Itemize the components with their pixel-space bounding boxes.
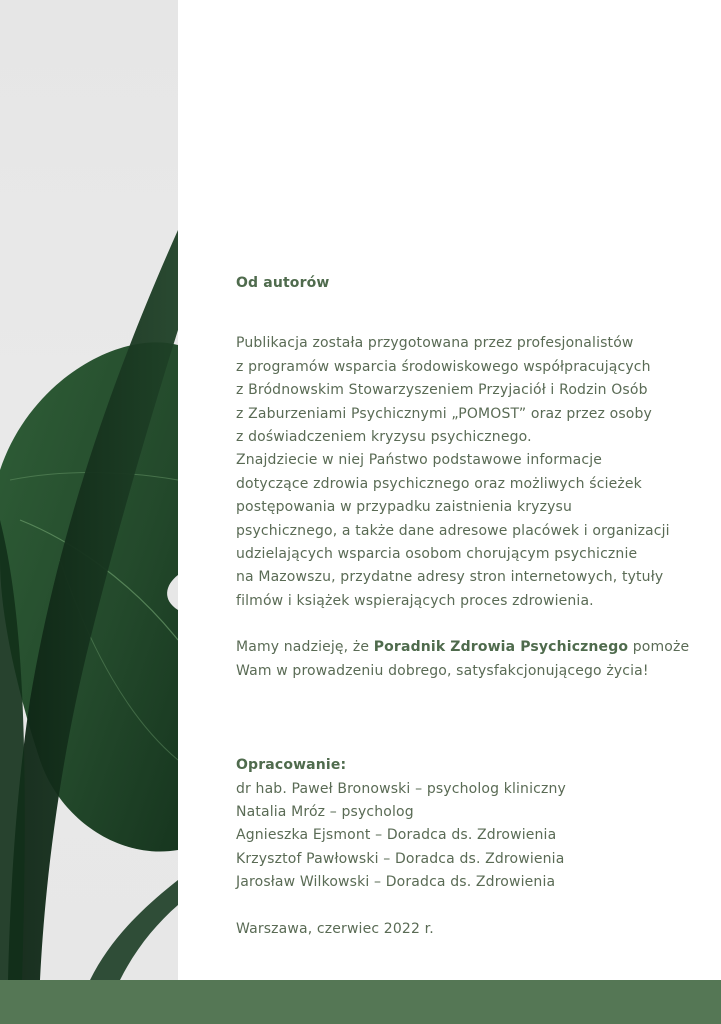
intro-line: z Zaburzeniami Psychicznymi „POMOST” oraz przez osoby xyxy=(236,405,652,422)
credit-person: dr hab. Paweł Bronowski – psycholog kliniczny xyxy=(236,780,566,797)
intro-line: z programów wsparcia środowiskowego współpracujących xyxy=(236,358,651,375)
credit-person: Agnieszka Ejsmont – Doradca ds. Zdrowienia xyxy=(236,827,557,844)
footer-bar xyxy=(0,980,721,1024)
intro-line: dotyczące zdrowia psychicznego oraz możliwych ścieżek xyxy=(236,475,642,492)
hope-line xyxy=(236,636,690,659)
spacer xyxy=(236,683,676,731)
monstera-leaf-photo xyxy=(0,0,178,980)
intro-line: udzielających wsparcia osobom chorującym psychicznie xyxy=(236,546,638,563)
hope-text-after: pomoże xyxy=(628,639,690,656)
intro-line: z Bródnowskim Stowarzyszeniem Przyjaciół i Rodzin Osób xyxy=(236,382,648,399)
hope-line-2: Wam w prowadzeniu dobrego, satysfakcjonującego życia! xyxy=(236,662,649,679)
intro-paragraph xyxy=(236,332,676,613)
intro-line: Znajdziecie w niej Państwo podstawowe informacje xyxy=(236,452,603,469)
section-heading: Od autorów xyxy=(236,275,330,291)
intro-line: z doświadczeniem kryzysu psychicznego. xyxy=(236,429,532,446)
credit-person: Krzysztof Pawłowski – Doradca ds. Zdrowienia xyxy=(236,850,565,867)
credit-person: Natalia Mróz – psycholog xyxy=(236,803,414,820)
intro-line: na Mazowszu, przydatne adresy stron internetowych, tytuły xyxy=(236,569,664,586)
place-date: Warszawa, czerwiec 2022 r. xyxy=(236,920,434,937)
intro-line: postępowania w przypadku zaistnienia kryzysu xyxy=(236,499,572,516)
spacer xyxy=(236,613,676,636)
intro-line: filmów i książek wspierających proces zdrowienia. xyxy=(236,592,594,609)
guide-title: Poradnik Zdrowia Psychicznego xyxy=(373,639,629,656)
intro-line: psychicznego, a także dane adresowe placówek i organizacji xyxy=(236,522,670,539)
monstera-leaf-illustration xyxy=(0,0,178,980)
spacer xyxy=(236,895,676,918)
intro-line: Publikacja została przygotowana przez profesjonalistów xyxy=(236,335,634,352)
credit-person: Jarosław Wilkowski – Doradca ds. Zdrowienia xyxy=(236,874,556,891)
spacer xyxy=(236,309,676,332)
hope-paragraph xyxy=(236,636,690,683)
credits-title: Opracowanie: xyxy=(236,757,347,774)
spacer xyxy=(236,731,676,754)
credits-block xyxy=(236,754,676,894)
hope-text-before: Mamy nadzieję, że xyxy=(236,639,374,656)
main-text xyxy=(236,272,690,941)
